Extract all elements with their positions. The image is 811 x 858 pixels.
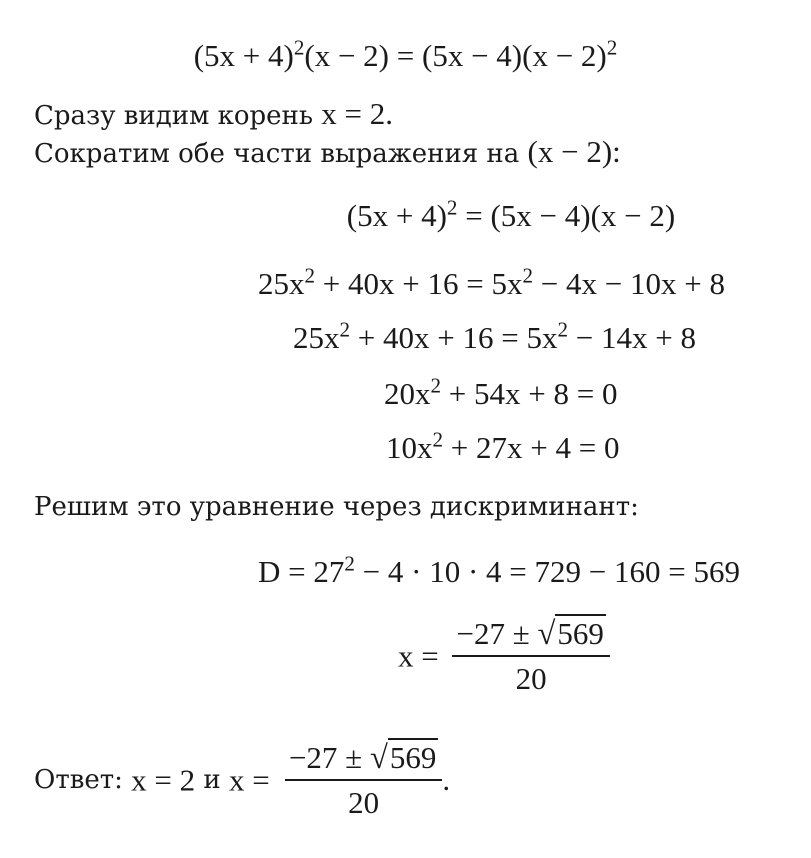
equation-simplified	[386, 427, 620, 465]
eq2-lhs: (5x + 4)	[346, 198, 447, 233]
eq4-exp: 2	[339, 317, 351, 342]
radical-sign: √	[537, 616, 556, 652]
eq2-rhs: = (5x − 4)(x − 2)	[457, 198, 676, 233]
eq4-exp2: 2	[557, 317, 569, 342]
eq8-fraction	[452, 618, 609, 694]
eq4-b: + 40x + 16 = 5x	[350, 320, 558, 355]
equation-reduced	[0, 195, 811, 233]
eq5-exp: 2	[430, 373, 442, 398]
paragraph-root-observation	[34, 98, 393, 129]
eq7-a: D = 27	[258, 554, 345, 589]
eq1-lhs-tail: (x − 2)	[304, 38, 390, 73]
eq8-sqrt	[537, 618, 605, 651]
eq8-lhs: x =	[398, 638, 439, 674]
p1-text: Сразу видим корень	[34, 101, 322, 131]
eq7-exp: 2	[344, 551, 355, 576]
eq1-rhs: (5x − 4)(x − 2)	[422, 38, 607, 73]
equation-quadratic	[384, 373, 618, 411]
eq6-exp: 2	[432, 427, 444, 452]
equation-expanded	[258, 263, 725, 301]
answer-numerator	[285, 742, 442, 781]
equation-combined	[293, 317, 697, 355]
equation-original: $(5x + 4)^2(x - 2) = (5x - 4)(x - 2)^2$	[193, 35, 618, 73]
radical-sign: √	[369, 740, 388, 776]
eq4-a: 25x	[293, 320, 340, 355]
eq6-b: + 27x + 4 = 0	[443, 430, 620, 465]
answer-sqrt	[370, 742, 438, 775]
answer-radicand: 569	[389, 740, 437, 775]
eq1-rhs-exponent: 2	[606, 35, 618, 60]
equation-roots	[398, 618, 616, 694]
paragraph-reduce	[34, 136, 621, 167]
p2-text: Сократим обе части выражения на	[34, 139, 528, 169]
answer-root-1: x = 2	[131, 762, 196, 798]
p3-text: Решим это уравнение через дискриминант:	[34, 492, 639, 522]
answer-period: .	[442, 762, 451, 798]
eq1-lhs: (5x + 4)	[193, 38, 294, 73]
eq5-a: 20x	[384, 376, 431, 411]
eq8-numerator	[452, 618, 609, 657]
answer-num-prefix: −27 ±	[288, 740, 370, 775]
eq3-exp2: 2	[522, 263, 534, 288]
p2-math: (x − 2):	[527, 134, 621, 169]
eq1-lhs-exponent: 2	[293, 35, 305, 60]
answer-denominator: 20	[348, 784, 380, 820]
eq3-b: + 40x + 16 = 5x	[315, 266, 523, 301]
p1-math: x = 2.	[321, 96, 393, 131]
eq8-radicand: 569	[557, 616, 604, 651]
equation-discriminant	[258, 551, 740, 589]
answer-lhs-2: x =	[228, 762, 270, 798]
answer-line	[34, 742, 450, 818]
eq5-b: + 54x + 8 = 0	[441, 376, 618, 411]
eq3-exp: 2	[304, 263, 316, 288]
eq7-b: − 4 · 10 · 4 = 729 − 160 = 569	[354, 554, 740, 589]
eq6-a: 10x	[386, 430, 433, 465]
eq8-denominator: 20	[515, 660, 547, 696]
eq8-num-prefix: −27 ±	[456, 616, 538, 651]
eq2-exponent: 2	[446, 195, 458, 220]
eq4-c: − 14x + 8	[568, 320, 697, 355]
paragraph-discriminant	[34, 491, 639, 520]
answer-fraction	[285, 742, 442, 818]
eq3-a: 25x	[258, 266, 305, 301]
answer-label: Ответ:	[34, 764, 132, 795]
answer-conjunction: и	[195, 764, 229, 795]
eq3-c: − 4x − 10x + 8	[533, 266, 725, 301]
